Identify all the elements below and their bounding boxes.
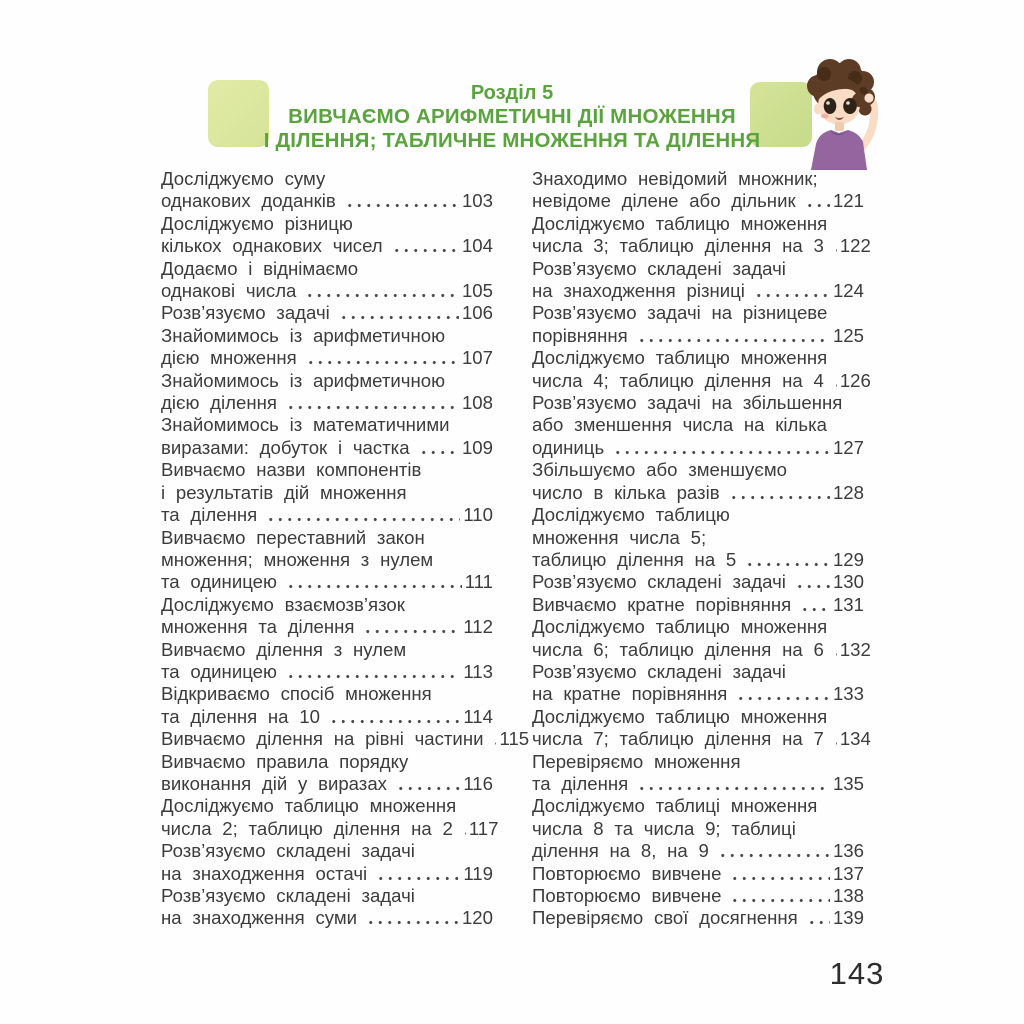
toc-page-ref: 103 <box>461 190 493 212</box>
toc-page-ref: 133 <box>832 683 864 705</box>
toc-entry <box>161 168 493 213</box>
dot-leader <box>327 718 460 723</box>
dot-leader <box>716 852 830 857</box>
chapter-title-line1: ВИВЧАЄМО АРИФМЕТИЧНІ ДІЇ МНОЖЕННЯ <box>288 105 736 128</box>
toc-entry-text: Досліджуємо таблицю <box>532 504 730 526</box>
dot-leader <box>264 516 460 521</box>
toc-entry-text: Повторюємо вивчене <box>532 885 722 906</box>
toc-page-ref: 113 <box>463 660 493 682</box>
toc-line <box>161 661 493 683</box>
toc-entry-text: Знайомимось із арифметичною <box>161 324 446 346</box>
toc-entry-text: Розв’язуємо складені задачі <box>161 840 415 862</box>
dot-leader <box>337 314 459 319</box>
dot-leader <box>611 449 830 454</box>
toc-page-ref: 107 <box>461 347 493 369</box>
toc-line <box>161 885 493 907</box>
toc-line <box>532 549 864 571</box>
toc-entry <box>161 302 493 324</box>
toc-entry-text: на знаходження різниці <box>532 280 745 302</box>
toc-entry-text: та ділення на 10 <box>161 705 320 727</box>
toc-page-ref: 121 <box>832 190 864 212</box>
dot-leader <box>490 740 496 745</box>
toc-line <box>532 638 871 661</box>
toc-entry-text: числа 2; таблицю ділення на 2 <box>161 817 453 839</box>
dot-leader <box>364 919 459 924</box>
toc-line <box>161 527 493 549</box>
toc-line <box>161 302 493 324</box>
toc-entry <box>532 258 864 303</box>
toc-page-ref: 119 <box>463 862 493 884</box>
toc-line <box>532 683 864 705</box>
toc-page-ref: 124 <box>832 280 864 302</box>
boy-hand <box>864 93 873 102</box>
toc-entry-text: Досліджуємо таблиці множення <box>532 795 818 817</box>
toc-entry-text: Перевіряємо свої досягнення <box>532 907 798 929</box>
toc-entry-text: числа 7; таблицю ділення на 7 <box>532 728 824 750</box>
dot-leader <box>803 202 830 207</box>
toc-column-right <box>532 168 871 930</box>
toc-entry-text: Знайомимось із математичними <box>161 414 450 436</box>
toc-line <box>532 280 864 302</box>
toc-line <box>161 482 493 504</box>
toc-entry-text: Розв’язуємо складені задачі <box>532 257 786 279</box>
toc-page-ref: 128 <box>832 481 864 503</box>
toc-line <box>161 190 493 212</box>
toc-entry-text: Досліджуємо таблицю множення <box>532 212 828 234</box>
toc-line <box>161 795 493 817</box>
toc-line <box>532 414 864 436</box>
toc-page-ref: 104 <box>461 235 493 257</box>
toc-entry <box>532 616 871 661</box>
toc-page-ref: 116 <box>463 772 493 794</box>
toc-entry-text: Розв’язуємо задачі на різницеве <box>532 302 828 324</box>
toc-entry <box>532 347 871 392</box>
toc-entry-text: Досліджуємо взаємозв’язок <box>161 593 405 615</box>
toc-entry-text: дією ділення <box>161 392 277 414</box>
toc-line <box>532 907 864 929</box>
toc-page-ref: 126 <box>839 369 871 391</box>
dot-leader <box>635 337 830 342</box>
toc-line <box>161 706 493 728</box>
toc-entry-text: Додаємо і віднімаємо <box>161 257 359 279</box>
toc-entry-text: виразами: добуток і частка <box>161 436 410 458</box>
toc-page-ref: 105 <box>461 280 493 302</box>
toc-line <box>161 907 493 929</box>
dot-leader <box>284 404 459 409</box>
page-number: 143 <box>829 956 885 991</box>
toc-line <box>161 773 493 795</box>
dot-leader <box>460 830 466 835</box>
toc-line <box>161 840 493 862</box>
dot-leader <box>374 875 460 880</box>
toc-line <box>532 302 864 324</box>
toc-entry <box>532 571 864 593</box>
dot-leader <box>831 247 837 252</box>
toc-page-ref: 108 <box>461 392 493 414</box>
toc-line <box>532 818 864 840</box>
dot-leader <box>727 494 830 499</box>
toc-entry <box>532 459 864 504</box>
toc-entry-text: Вивчаємо ділення на рівні частини <box>161 728 484 750</box>
toc-entry <box>161 840 493 885</box>
toc-entry <box>532 705 871 751</box>
toc-page-ref: 138 <box>832 885 864 906</box>
dot-leader <box>390 247 459 252</box>
toc-entry-text: на кратне порівняння <box>532 683 728 705</box>
toc-entry-text: Розв’язуємо задачі <box>161 302 330 324</box>
toc-entry-text: Досліджуємо таблицю множення <box>532 347 828 369</box>
toc-entry-text: Вивчаємо кратне порівняння <box>532 593 792 615</box>
dot-leader <box>728 875 830 880</box>
toc-entry-text: Знаходимо невідомий множник; <box>532 168 818 189</box>
toc-line <box>161 549 493 571</box>
toc-entry-text: Вивчаємо правила порядку <box>161 750 409 772</box>
toc-entry <box>161 594 493 639</box>
toc-line <box>532 571 864 593</box>
chapter-header <box>162 82 862 153</box>
toc-entry <box>161 370 493 415</box>
toc-page-ref: 106 <box>461 302 493 324</box>
toc-entry <box>161 459 493 526</box>
boy-neck <box>835 122 844 131</box>
dot-leader <box>417 449 459 454</box>
toc-entry-text: кількох однакових чисел <box>161 235 383 257</box>
toc-entry-text: числа 8 та числа 9; таблиці <box>532 817 796 839</box>
boy-illustration <box>797 58 885 170</box>
toc-line <box>532 527 864 549</box>
dot-leader <box>831 651 837 656</box>
toc-line <box>161 504 493 526</box>
dot-leader <box>798 606 830 611</box>
toc-entry-text: Досліджуємо різницю <box>161 212 353 234</box>
toc-entry-text: Розв’язуємо складені задачі <box>532 660 786 682</box>
toc-line <box>532 728 871 750</box>
toc-entry-text: таблицю ділення на 5 <box>532 548 737 570</box>
toc-entry-text: Збільшуємо або зменшуємо <box>532 459 787 481</box>
toc-entry <box>161 213 493 258</box>
toc-line <box>532 773 864 795</box>
toc-page-ref: 117 <box>468 817 499 839</box>
toc-entry <box>161 527 493 594</box>
toc-line <box>161 616 493 638</box>
boy-shirt <box>811 130 867 170</box>
toc-column-left <box>161 168 530 930</box>
dot-leader <box>743 561 830 566</box>
dot-leader <box>805 919 830 924</box>
toc-line <box>161 392 493 414</box>
toc-entry <box>161 258 493 303</box>
toc-line <box>161 168 493 190</box>
dot-leader <box>831 382 837 387</box>
toc-entry <box>532 863 864 885</box>
dot-leader <box>728 897 830 902</box>
toc-page-ref: 111 <box>464 571 493 593</box>
toc-entry <box>532 795 864 862</box>
toc-line <box>161 437 493 459</box>
toc-line <box>532 751 864 773</box>
toc-page-ref: 137 <box>832 862 864 884</box>
toc-entry <box>532 661 864 706</box>
dot-leader <box>284 583 462 588</box>
toc-entry-text: Знайомимось із арифметичною <box>161 369 446 391</box>
dot-leader <box>304 359 459 364</box>
toc-entry-text: множення; множення з нулем <box>161 548 434 570</box>
toc-line <box>532 213 864 235</box>
toc-entry-text: число в кілька разів <box>532 481 720 503</box>
dot-leader <box>343 202 459 207</box>
toc-entry-text: Відкриваємо спосіб множення <box>161 683 432 705</box>
toc-page-ref: 125 <box>832 324 864 346</box>
toc-entry <box>532 504 864 571</box>
toc-entry-text: і результатів дій множення <box>161 481 407 503</box>
toc-line <box>161 370 493 392</box>
toc-page-ref: 134 <box>839 728 871 750</box>
toc-entry <box>532 302 864 347</box>
toc-entry <box>161 751 493 796</box>
toc-line <box>532 325 864 347</box>
toc-page-ref: 109 <box>461 436 493 458</box>
toc-entry <box>532 168 864 213</box>
toc-line <box>161 347 493 369</box>
toc-entry-text: множення та ділення <box>161 616 355 638</box>
toc-page-ref: 131 <box>832 593 864 615</box>
toc-entry <box>532 392 864 459</box>
toc-entry <box>532 907 864 929</box>
toc-line <box>532 594 864 616</box>
dot-leader <box>635 785 830 790</box>
toc-entry-text: Досліджуємо таблицю множення <box>532 616 828 638</box>
toc-entry-text: Перевіряємо множення <box>532 750 741 772</box>
toc-entry <box>532 594 864 616</box>
toc-page-ref: 136 <box>832 840 864 862</box>
toc-entry-text: однакові числа <box>161 280 297 302</box>
toc-page-ref: 135 <box>832 772 864 794</box>
toc-line <box>161 683 493 705</box>
toc-entry-text: Вивчаємо назви компонентів <box>161 459 422 481</box>
dot-leader <box>734 695 830 700</box>
toc-entry <box>161 414 493 459</box>
toc-line <box>532 392 864 414</box>
toc-line <box>532 504 864 526</box>
toc-entry-text: дією множення <box>161 347 297 369</box>
toc-line <box>161 751 493 773</box>
toc-line <box>532 885 864 907</box>
toc-entry <box>532 751 864 796</box>
toc-entry-text: ділення на 8, на 9 <box>532 840 709 862</box>
toc-entry-text: та одиницею <box>161 571 277 593</box>
toc-line <box>532 369 871 392</box>
toc-page-ref: 114 <box>463 705 493 727</box>
toc-page-ref: 110 <box>463 504 493 526</box>
toc-line <box>532 661 864 683</box>
toc-line <box>161 213 493 235</box>
toc-entry-text: Досліджуємо таблицю множення <box>532 705 828 727</box>
toc-line <box>532 459 864 481</box>
toc-entry-text: порівняння <box>532 324 628 346</box>
chapter-label: Розділ 5 <box>470 82 554 104</box>
dot-leader <box>793 583 830 588</box>
toc-entry-text: Вивчаємо ділення з нулем <box>161 638 407 660</box>
toc-line <box>532 840 864 862</box>
toc-line <box>532 168 864 190</box>
toc-entry-text: Розв’язуємо складені задачі <box>161 885 415 906</box>
toc-line <box>161 817 499 840</box>
toc-line <box>161 258 493 280</box>
toc-entry <box>161 639 493 684</box>
toc-line <box>532 706 864 728</box>
chapter-title-line2: І ДІЛЕННЯ; ТАБЛИЧНЕ МНОЖЕННЯ ТА ДІЛЕННЯ <box>263 129 761 152</box>
toc-page-ref: 122 <box>839 235 871 257</box>
toc-line <box>532 482 864 504</box>
toc-entry-text: Розв’язуємо складені задачі <box>532 571 786 593</box>
dot-leader <box>394 785 460 790</box>
toc-entry-text: однакових доданків <box>161 190 336 212</box>
toc-entry-text: та одиницею <box>161 660 277 682</box>
dot-leader <box>752 292 830 297</box>
toc-entry-text: Повторюємо вивчене <box>532 862 722 884</box>
toc-page-ref: 129 <box>832 548 864 570</box>
toc-line <box>161 280 493 302</box>
toc-entry-text: числа 6; таблицю ділення на 6 <box>532 638 824 660</box>
toc-line <box>532 863 864 885</box>
toc-line <box>161 235 493 257</box>
dot-leader <box>284 673 460 678</box>
toc-page-ref: 115 <box>499 728 530 750</box>
toc-line <box>532 437 864 459</box>
toc-page-ref: 112 <box>463 616 493 638</box>
toc-line <box>161 571 493 593</box>
toc-entry-text: та ділення <box>161 504 258 526</box>
toc-entry-text: на знаходження суми <box>161 907 358 929</box>
toc-page-ref: 120 <box>461 907 493 929</box>
dot-leader <box>361 628 460 633</box>
toc-line <box>532 347 864 369</box>
dot-leader <box>831 740 837 745</box>
toc-page-ref: 127 <box>832 436 864 458</box>
toc-line <box>161 728 530 750</box>
toc-line <box>532 190 864 212</box>
toc-line <box>532 258 864 280</box>
toc-entry <box>161 795 499 840</box>
toc-line <box>532 616 864 638</box>
toc-line <box>532 795 864 817</box>
toc-entry-text: числа 4; таблицю ділення на 4 <box>532 369 824 391</box>
toc-entry-text: числа 3; таблицю ділення на 3 <box>532 235 824 257</box>
toc-page-ref: 139 <box>832 907 864 929</box>
toc-entry-text: або зменшення числа на кілька <box>532 414 827 436</box>
toc-entry-text: виконання дій у виразах <box>161 772 387 794</box>
toc-line <box>161 639 493 661</box>
toc-line <box>161 863 493 885</box>
toc-entry <box>161 728 530 750</box>
toc-entry-text: Вивчаємо переставний закон <box>161 526 425 548</box>
boy-blush <box>821 114 829 119</box>
toc-entry <box>532 885 864 907</box>
toc-line <box>161 459 493 481</box>
toc-entry <box>161 325 493 370</box>
toc-entry <box>161 885 493 930</box>
toc-entry-text: Розв’язуємо задачі на збільшення <box>532 392 843 414</box>
toc-entry-text: та ділення <box>532 772 629 794</box>
toc-entry-text: Досліджуємо суму <box>161 168 326 189</box>
dot-leader <box>303 292 459 297</box>
toc-line <box>532 235 871 257</box>
toc-entry-text: Досліджуємо таблицю множення <box>161 795 457 817</box>
toc-entry <box>161 683 493 728</box>
toc-line <box>161 325 493 347</box>
toc-page-ref: 130 <box>832 571 864 593</box>
toc-entry-text: невідоме ділене або дільник <box>532 190 796 212</box>
toc-line <box>161 414 493 436</box>
toc-line <box>161 594 493 616</box>
toc-entry-text: на знаходження остачі <box>161 862 368 884</box>
toc-page-ref: 132 <box>839 638 871 660</box>
toc-entry-text: одиниць <box>532 436 605 458</box>
toc-entry <box>532 212 871 258</box>
toc-entry-text: множення числа 5; <box>532 526 707 548</box>
